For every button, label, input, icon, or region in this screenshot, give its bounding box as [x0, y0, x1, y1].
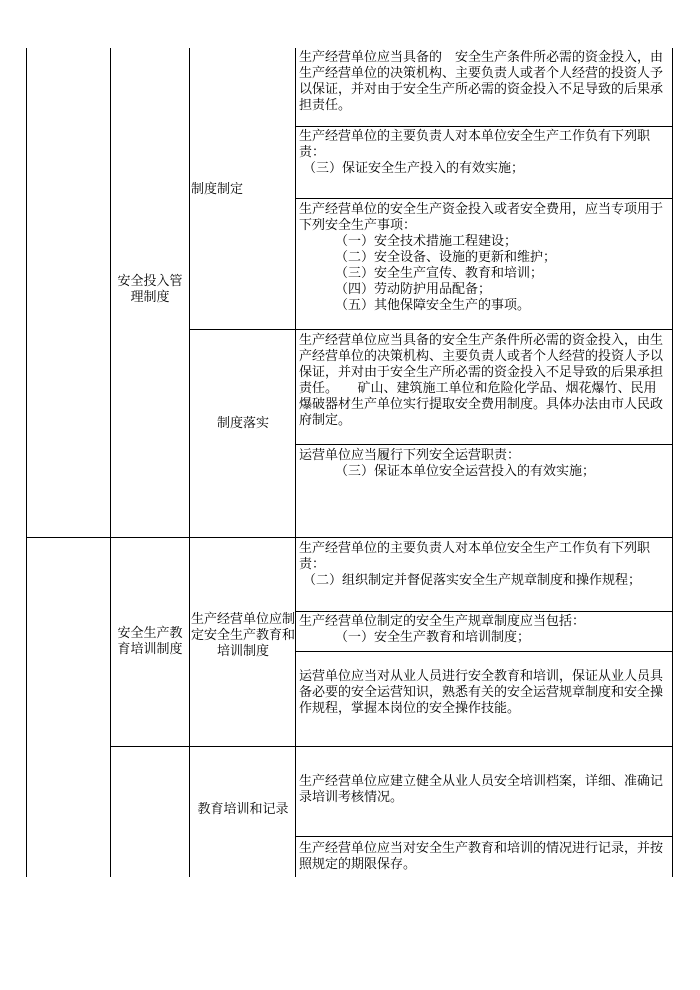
grid-line — [189, 48, 190, 877]
category-label — [112, 260, 188, 320]
clause-line: （三）安全生产宣传、教育和培训； — [335, 266, 544, 281]
sub-label — [191, 178, 261, 202]
grid-line — [26, 48, 27, 877]
sub-label — [191, 608, 295, 664]
clause-line: 生产经营单位的主要负责人对本单位安全生产工作负有下列职责： — [299, 541, 651, 572]
clause-line: 运营单位应当履行下列安全运营职责： — [299, 448, 521, 463]
clause-cell — [299, 448, 669, 480]
clause-cell — [299, 333, 669, 429]
category-text: 安全投入管理制度 — [117, 274, 183, 305]
grid-line — [295, 48, 296, 877]
clause-line: （四）劳动防护用品配备； — [335, 282, 492, 297]
clause-cell — [299, 614, 669, 646]
grid-line — [295, 836, 673, 837]
clause-line: 运营单位应当对从业人员进行安全教育和培训，保证从业人员具备必要的安全运营知识，熟悉有关的安全运营规章制度和安全操作规程，掌握本岗位的安全操作技能。 — [299, 669, 664, 716]
clause-line: 生产经营单位应当具备的 安全生产条件所必需的资金投入，由生产经营单位的决策机构、主要负责人或者个人经营的投资人予以保证，并对由于安全生产所必需的资金投入不足导致的后果承担责任。 — [299, 50, 664, 113]
sub-label-text: 制度落实 — [216, 416, 269, 431]
clause-cell — [299, 841, 669, 873]
clause-line: （一）安全技术措施工程建设； — [335, 234, 518, 249]
grid-line — [295, 126, 673, 127]
clause-line: （三）保证本单位安全运营投入的有效实施； — [335, 464, 596, 479]
grid-line — [110, 48, 111, 877]
sub-label-text: 教育培训和记录 — [197, 802, 289, 817]
sub-label — [191, 798, 295, 822]
clause-cell — [299, 774, 669, 806]
clause-line: 生产经营单位应当具备的安全生产条件所必需的资金投入，由生产经营单位的决策机构、主要负责人或者个人经营的投资人予以保证，并对由于安全生产所必需的资金投入不足导致的后果承担责任。 矿山、建筑施工单位和危险化学品、烟花爆竹、民用爆破器材生产单位实行提取安全费用制度。具体办法由市人民政府制定。 — [299, 333, 664, 428]
clause-line: 生产经营单位的主要负责人对本单位安全生产工作负有下列职责： — [299, 129, 651, 160]
grid-line — [295, 651, 673, 652]
grid-line — [295, 611, 673, 612]
clause-line: （二）安全设备、设施的更新和维护； — [335, 250, 557, 265]
category-label — [112, 622, 188, 662]
grid-line — [295, 198, 673, 199]
sub-label — [191, 412, 295, 436]
clause-line: 生产经营单位的安全生产资金投入或者安全费用，应当专项用于下列安全生产事项： — [299, 202, 664, 233]
grid-line — [189, 329, 673, 330]
category-text: 安全生产教育培训制度 — [117, 626, 183, 657]
grid-line — [110, 746, 673, 747]
clause-line: 生产经营单位应当对安全生产教育和培训的情况进行记录，并按照规定的期限保存。 — [299, 841, 664, 872]
grid-line — [26, 537, 673, 538]
sub-label-text: 制度制定 — [191, 182, 244, 197]
clause-cell — [299, 129, 669, 177]
clause-line: 生产经营单位应建立健全从业人员安全培训档案，详细、准确记录培训考核情况。 — [299, 774, 664, 805]
clause-cell — [299, 669, 669, 717]
clause-cell — [299, 541, 669, 589]
clause-line: （三）保证安全生产投入的有效实施； — [303, 161, 525, 176]
clause-cell — [299, 50, 669, 114]
clause-line: 生产经营单位制定的安全生产规章制度应当包括： — [299, 614, 586, 629]
clause-line: （五）其他保障安全生产的事项。 — [335, 298, 531, 313]
clause-cell — [299, 202, 669, 314]
clause-line: （二）组织制定并督促落实安全生产规章制度和操作规程； — [303, 573, 642, 588]
clause-line: （一）安全生产教育和培训制度； — [335, 630, 531, 645]
sub-label-text: 生产经营单位应制定安全生产教育和培训制度 — [191, 612, 296, 659]
grid-line — [295, 444, 673, 445]
grid-line — [672, 48, 673, 877]
